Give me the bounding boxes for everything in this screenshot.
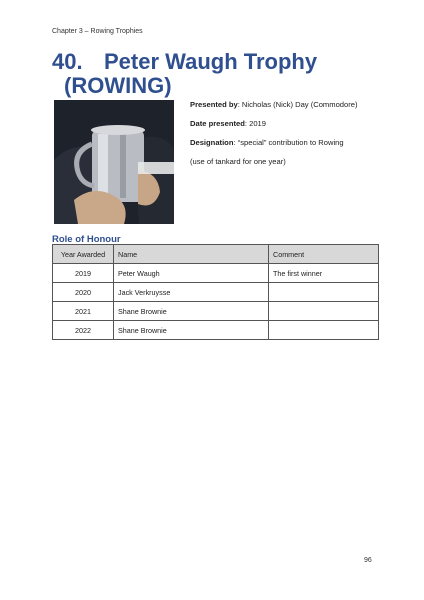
column-header-year: Year Awarded — [53, 245, 114, 264]
date-presented-line — [190, 119, 358, 129]
trophy-details — [190, 100, 358, 176]
role-of-honour-table — [52, 244, 379, 340]
year-cell: 2019 — [53, 264, 114, 283]
page-title — [52, 50, 317, 98]
designation-value: : “special” contribution to Rowing — [233, 138, 344, 147]
name-cell: Shane Brownie — [114, 321, 269, 340]
table-row — [53, 321, 379, 340]
role-of-honour-heading: Role of Honour — [52, 234, 121, 245]
column-header-name: Name — [114, 245, 269, 264]
table-row — [53, 264, 379, 283]
comment-cell: The first winner — [269, 264, 379, 283]
tankard-image — [54, 100, 174, 224]
name-cell: Shane Brownie — [114, 302, 269, 321]
date-presented-label: Date presented — [190, 119, 245, 128]
presented-by-value: : Nicholas (Nick) Day (Commodore) — [237, 100, 358, 109]
name-cell: Peter Waugh — [114, 264, 269, 283]
table-row — [53, 302, 379, 321]
column-header-comment: Comment — [269, 245, 379, 264]
date-presented-value: : 2019 — [244, 119, 266, 128]
year-cell: 2022 — [53, 321, 114, 340]
designation-label: Designation — [190, 138, 234, 147]
comment-cell — [269, 321, 379, 340]
trophy-photo — [54, 100, 174, 224]
table-row — [53, 283, 379, 302]
name-cell: Jack Verkruysse — [114, 283, 269, 302]
comment-cell — [269, 283, 379, 302]
chapter-header: Chapter 3 – Rowing Trophies — [52, 28, 143, 35]
year-cell: 2021 — [53, 302, 114, 321]
trophy-number: 40. — [52, 49, 83, 74]
presented-by-label: Presented by — [190, 100, 238, 109]
page-number: 96 — [364, 557, 372, 564]
table-header-row — [53, 245, 379, 264]
comment-cell — [269, 302, 379, 321]
designation-line — [190, 138, 358, 148]
year-cell: 2020 — [53, 283, 114, 302]
presented-by-line — [190, 100, 358, 110]
trophy-name: Peter Waugh Trophy — [104, 49, 318, 74]
designation-note: (use of tankard for one year) — [190, 157, 286, 166]
trophy-subtitle: (ROWING) — [64, 73, 172, 98]
